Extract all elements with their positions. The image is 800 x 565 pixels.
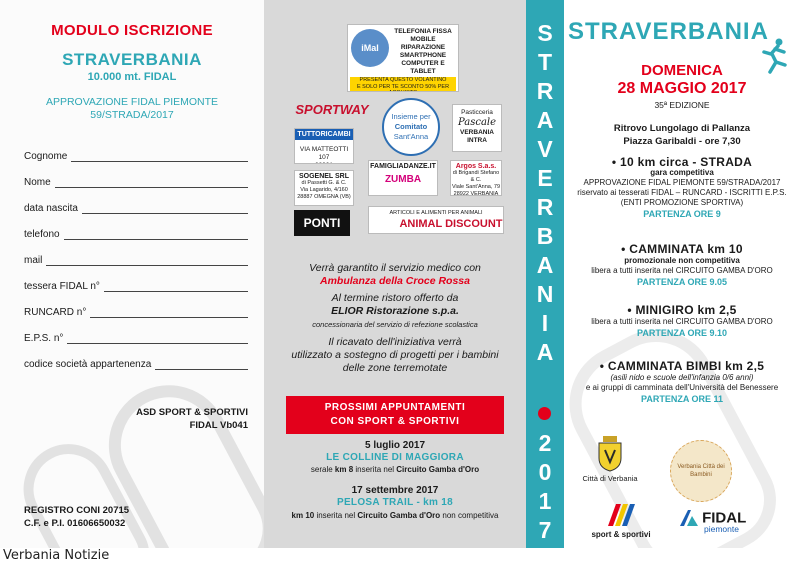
cover-day: DOMENICA: [641, 62, 723, 79]
sponsor-pascale: [452, 104, 502, 152]
race2-title: • CAMMINATA km 10: [621, 242, 743, 256]
comitato-line: Insieme per: [391, 112, 431, 121]
sogenel-name: SOGENEL SRL: [298, 173, 350, 180]
sponsor-sogenel: [294, 170, 354, 206]
vertical-letter: T: [537, 49, 553, 75]
form-title: MODULO ISCRIZIONE: [51, 22, 213, 39]
field-label: codice società appartenenza: [24, 359, 152, 370]
field-telefono[interactable]: [24, 228, 248, 240]
field-line[interactable]: [55, 179, 248, 188]
vertical-letter: S: [537, 20, 553, 46]
field-nome[interactable]: [24, 176, 248, 188]
sport-label: sport & sportivi: [591, 530, 651, 539]
race4-line: (asili nido e scuole dell'infanzia 0/6 anni): [610, 373, 754, 382]
stripes-icon: [604, 502, 638, 528]
form-approval: [0, 96, 264, 122]
comitato-line: Comitato: [394, 122, 428, 131]
vertical-letter: R: [536, 78, 554, 104]
s1-promo: PRESENTA QUESTO VOLANTINO: [359, 77, 447, 83]
field-tessera-fidal[interactable]: [24, 280, 248, 292]
field-line[interactable]: [82, 205, 248, 214]
race1-line: riservato ai tesserati FIDAL – RUNCARD - ISCRITTI E.P.S.: [577, 188, 787, 197]
field-label: Nome: [24, 177, 51, 188]
coat-of-arms-icon: [597, 436, 623, 472]
form-distance: 10.000 mt. FIDAL: [87, 71, 177, 83]
race-10km: [564, 157, 800, 219]
approval-line-2: 59/STRADA/2017: [90, 109, 174, 121]
race1-line: APPROVAZIONE FIDAL PIEMONTE 59/STRADA/2017: [583, 178, 781, 187]
vertical-letter: B: [536, 223, 554, 249]
sogenel-line: di Passetti G. & C.: [301, 180, 347, 186]
field-line[interactable]: [67, 335, 248, 344]
field-label: mail: [24, 255, 43, 266]
ricavato-info: [264, 336, 526, 375]
s1-line: COMPUTER E TABLET: [401, 60, 445, 75]
vertical-title-band: [526, 0, 564, 548]
next-events-banner: [286, 396, 504, 434]
race2-line: promozionale non competitiva: [624, 256, 740, 265]
vertical-letter: R: [536, 194, 554, 220]
ristoro-line-3: concessionaria del servizio di refezione scolastica: [312, 320, 478, 329]
ev2-desc-part: Circuito Gamba d'Oro: [357, 511, 441, 520]
medical-info: [264, 262, 526, 288]
field-label: telefono: [24, 229, 60, 240]
famiglia-name: FAMIGLIADANZE.IT: [370, 163, 436, 170]
meeting-line-2: Piazza Garibaldi - ore 7,30: [623, 136, 741, 147]
event1-desc: [264, 465, 526, 474]
pascale-line: Pasticceria: [461, 109, 493, 116]
organizer-code: FIDAL Vb041: [189, 420, 248, 431]
race3-start: PARTENZA ORE 9.10: [636, 328, 728, 338]
ev1-desc-part: km 8: [334, 465, 354, 474]
sponsor-comitato: [382, 98, 440, 156]
race-bimbi: [564, 361, 800, 404]
registry-vat: C.F. e P.I. 01606650032: [24, 518, 126, 529]
field-codice-societa[interactable]: [24, 358, 248, 370]
sponsor-sportway: SPORTWAY: [295, 102, 369, 117]
race4-start: PARTENZA ORE 11: [640, 394, 723, 404]
sponsor-famigliadanze: [368, 160, 438, 196]
field-line[interactable]: [90, 309, 248, 318]
field-line[interactable]: [71, 153, 248, 162]
race4-line: e ai gruppi di camminata dell'Università del Benessere: [585, 383, 779, 392]
fidal-label: FIDAL: [702, 509, 747, 527]
animal-line: ARTICOLI E ALIMENTI PER ANIMALI: [389, 210, 483, 216]
sponsors-info-panel: [264, 0, 526, 548]
sogenel-line: 28887 OMEGNA (VB): [297, 194, 351, 200]
field-label: data nascita: [24, 203, 78, 214]
medical-line-1: Verrà garantito il servizio medico con: [309, 262, 481, 274]
cover-edition: 35ª EDIZIONE: [654, 100, 710, 110]
ev2-desc-part: km 10: [291, 511, 315, 520]
tutto-line: [295, 162, 353, 164]
argos-line: 28922 VERBANIA: [453, 191, 499, 196]
s1-line: MOBILE: [410, 36, 436, 43]
registry-info: [24, 504, 129, 530]
field-line[interactable]: [155, 361, 248, 370]
vertical-letter: E: [537, 165, 553, 191]
field-runcard[interactable]: [24, 306, 248, 318]
s1-line: SMARTPHONE: [399, 52, 447, 59]
phone-shop-logo: iMal: [351, 29, 389, 67]
field-label: RUNCARD n°: [24, 307, 87, 318]
cover-title: STRAVERBANIA: [568, 18, 769, 45]
race1-line: gara competitiva: [650, 168, 714, 177]
ev1-desc-part: serale: [310, 465, 335, 474]
vertical-year-digit: 2: [538, 430, 552, 456]
vertical-year-digit: 0: [538, 459, 552, 485]
sponsor-ponti: PONTI: [294, 210, 350, 236]
sogenel-line: Via Lagarido, 4/160: [300, 187, 348, 193]
organizer-name: ASD SPORT & SPORTIVI: [136, 407, 248, 418]
ristoro-line-2: ELIOR Ristorazione s.p.a.: [331, 305, 459, 317]
race3-line: libera a tutti inserita nel CIRCUITO GAMBA D'ORO: [591, 317, 773, 326]
field-cognome[interactable]: [24, 150, 248, 162]
cover-date: 28 MAGGIO 2017: [617, 80, 747, 97]
meeting-line-1: Ritrovo Lungolago di Pallanza: [613, 123, 751, 134]
ev2-desc-part: non competitiva: [440, 511, 499, 520]
field-eps[interactable]: [24, 332, 248, 344]
field-line[interactable]: [64, 231, 248, 240]
vertical-year-digit: 1: [538, 488, 552, 514]
field-mail[interactable]: [24, 254, 248, 266]
comitato-line: Sant'Anna: [393, 132, 429, 141]
vertical-letter: V: [537, 136, 553, 162]
ricavato-line-3: delle zone terremotate: [342, 362, 448, 374]
fidal-sub: piemonte: [704, 524, 739, 534]
race-camminata: [564, 244, 800, 287]
argos-name: Argos S.a.s.: [455, 163, 497, 170]
ricavato-line-2: utilizzato a sostegno di progetti per i bambini: [291, 349, 499, 361]
zumba-logo: ZUMBA: [384, 174, 422, 185]
vertical-letter: A: [536, 107, 554, 133]
field-data-nascita[interactable]: [24, 202, 248, 214]
medical-line-2: Ambulanza della Croce Rossa: [320, 275, 470, 287]
race4-title: • CAMMINATA BIMBI km 2,5: [599, 359, 765, 373]
race2-start: PARTENZA ORE 9.05: [636, 277, 728, 287]
vertical-letter: A: [536, 252, 554, 278]
vertical-letter: A: [536, 339, 554, 365]
fidal-mark-icon: [678, 508, 700, 528]
organizer-info: [136, 406, 248, 432]
sport-sportivi-logo: [588, 502, 654, 539]
event1-date: 5 luglio 2017: [364, 440, 426, 451]
ristoro-line-1: Al termine ristoro offerto da: [331, 292, 459, 304]
event2-name: PELOSA TRAIL - km 18: [336, 497, 454, 508]
race1-start: PARTENZA ORE 9: [643, 209, 721, 219]
pascale-line: VERBANIA INTRA: [460, 129, 494, 144]
vertical-red-dot: [538, 407, 551, 420]
vertical-letter: N: [536, 281, 554, 307]
sponsor-animal-discount: [368, 206, 504, 234]
field-label: E.P.S. n°: [24, 333, 64, 344]
citta-label: Città di Verbania: [582, 474, 638, 483]
field-line[interactable]: [104, 283, 248, 292]
sponsor-phone-shop: [347, 24, 459, 92]
event2-desc: [264, 511, 526, 520]
sponsor-tuttoricambi: [294, 128, 354, 164]
race2-line: libera a tutti inserita nel CIRCUITO GAMBA D'ORO: [591, 266, 773, 275]
next-events-line-1: PROSSIMI APPUNTAMENTI: [324, 402, 466, 413]
event1-name: LE COLLINE DI MAGGIORA: [326, 452, 464, 463]
meeting-point: [564, 122, 800, 148]
citta-bambini-logo: Verbania Città dei Bambini: [670, 440, 732, 502]
s1-promo: E SOLO PER TE SCONTO 50% PER: [356, 83, 450, 90]
field-label: tessera FIDAL n°: [24, 281, 100, 292]
ristoro-info: [264, 292, 526, 331]
s1-line: TELEFONIA FISSA: [394, 28, 452, 35]
sponsor-argos: [450, 160, 502, 196]
next-events-line-2: CON SPORT & SPORTIVI: [330, 416, 460, 427]
vertical-year-digit: 7: [538, 517, 552, 543]
source-caption: Verbania Notizie: [3, 548, 110, 563]
pascale-name: Pascale: [457, 117, 497, 128]
animal-name: ANIMAL DISCOUNT: [399, 218, 503, 230]
citta-verbania-logo: [578, 436, 642, 483]
registration-panel: [0, 0, 264, 548]
field-label: Cognome: [24, 151, 68, 162]
tutto-name: TUTTORICAMBI: [295, 129, 353, 140]
s1-line: RIPARAZIONE: [400, 44, 446, 51]
ev2-desc-part: inserita nel: [314, 511, 358, 520]
tutto-line: VIA MATTEOTTI 107: [299, 146, 349, 161]
approval-line-1: APPROVAZIONE FIDAL PIEMONTE: [45, 96, 219, 108]
cover-panel: [526, 0, 800, 548]
registry-coni: REGISTRO CONI 20715: [24, 505, 130, 516]
event2-date: 17 settembre 2017: [351, 485, 439, 496]
field-line[interactable]: [46, 257, 248, 266]
argos-line: Viale Sant'Anna, 79: [451, 184, 501, 190]
race3-title: • MINIGIRO km 2,5: [627, 303, 737, 317]
race1-line: (ENTI PROMOZIONE SPORTIVA): [620, 198, 744, 207]
fidal-piemonte-logo: [678, 508, 778, 534]
vertical-letter: I: [541, 310, 549, 336]
race1-title: • 10 km circa - STRADA: [611, 155, 753, 169]
form-event-name: STRAVERBANIA: [62, 50, 202, 69]
ev1-desc-part: inserita nel: [353, 465, 397, 474]
argos-line: di Brigandi Stefano & C.: [452, 170, 500, 183]
race-minigiro: [564, 305, 800, 338]
ev1-desc-part: Circuito Gamba d'Oro: [396, 465, 480, 474]
ricavato-line-1: Il ricavato dell'iniziativa verrà: [328, 336, 462, 348]
